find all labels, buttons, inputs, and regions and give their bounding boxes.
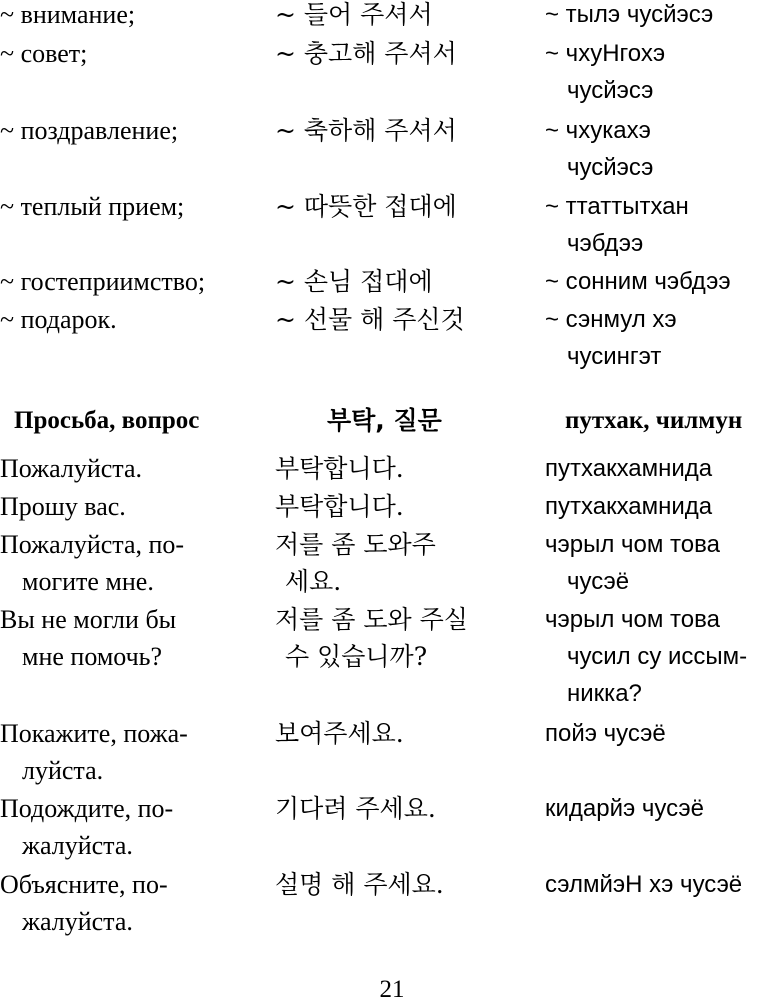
transcription-text: ~ чхукахэ чусйэсэ	[545, 117, 654, 181]
transcription-text: сэлмйэН хэ чусэё	[545, 871, 743, 898]
korean-text: 저를 좀 도와주 세요.	[275, 530, 436, 596]
russian-text: Пожалуйста, по- могите мне.	[0, 530, 185, 596]
korean-text: ~ 충고해 주셔서	[275, 39, 457, 68]
russian-text: Прошу вас.	[0, 492, 126, 521]
transcription-text: чэрыл чом това чусил су иссым- никка?	[545, 606, 748, 707]
russian-text: ~ внимание;	[0, 0, 136, 29]
korean-text: 설명 해 주세요.	[275, 870, 444, 899]
transcription-text: путхакхамнида	[545, 455, 713, 482]
russian-text: Подождите, по- жалуйста.	[0, 794, 174, 860]
transcription-text: ~ сэнмул хэ чусингэт	[545, 306, 677, 370]
korean-text: 기다려 주세요.	[275, 794, 436, 823]
russian-text: ~ подарок.	[0, 305, 117, 334]
korean-text: ~ 따뜻한 접대에	[275, 192, 457, 221]
russian-text: ~ теплый прием;	[0, 192, 185, 221]
russian-text: Покажите, пожа- луйста.	[0, 719, 188, 785]
transcription-text: ~ тылэ чусйэсэ	[545, 1, 714, 28]
russian-text: ~ гостеприимство;	[0, 267, 206, 296]
russian-text: Пожалуйста.	[0, 454, 143, 483]
korean-text: ~ 들어 주셔서	[275, 0, 433, 29]
transcription-text: ~ чхуНгохэ чусйэсэ	[545, 40, 666, 104]
korean-text: 보여주세요.	[275, 719, 404, 748]
korean-text: ~ 선물 해 주신것	[275, 305, 465, 334]
page-number: 21	[379, 976, 405, 1003]
transcription-text: чэрыл чом това чусэё	[545, 531, 720, 595]
russian-text: Вы не могли бы мне помочь?	[0, 605, 177, 671]
korean-text: 부탁합니다.	[275, 492, 404, 521]
russian-text: Объясните, по- жалуйста.	[0, 870, 168, 936]
transcription-text: ~ сонним чэбдээ	[545, 268, 731, 295]
section-title-korean: 부탁, 질문	[327, 406, 442, 435]
korean-text: 부탁합니다.	[275, 454, 404, 483]
transcription-text: путхакхамнида	[545, 493, 713, 520]
transcription-text: ~ ттаттытхан чэбдээ	[545, 193, 689, 257]
russian-text: ~ поздравление;	[0, 116, 179, 145]
korean-text: ~ 축하해 주셔서	[275, 116, 457, 145]
transcription-text: кидарйэ чусэё	[545, 795, 705, 822]
russian-text: ~ совет;	[0, 39, 88, 68]
section-title-transcription: путхак, чилмун	[565, 407, 743, 434]
korean-text: 저를 좀 도와 주실 수 있습니까?	[275, 605, 468, 671]
section-title-russian: Просьба, вопрос	[14, 407, 200, 434]
transcription-text: пойэ чусэё	[545, 720, 666, 747]
korean-text: ~ 손님 접대에	[275, 267, 433, 296]
